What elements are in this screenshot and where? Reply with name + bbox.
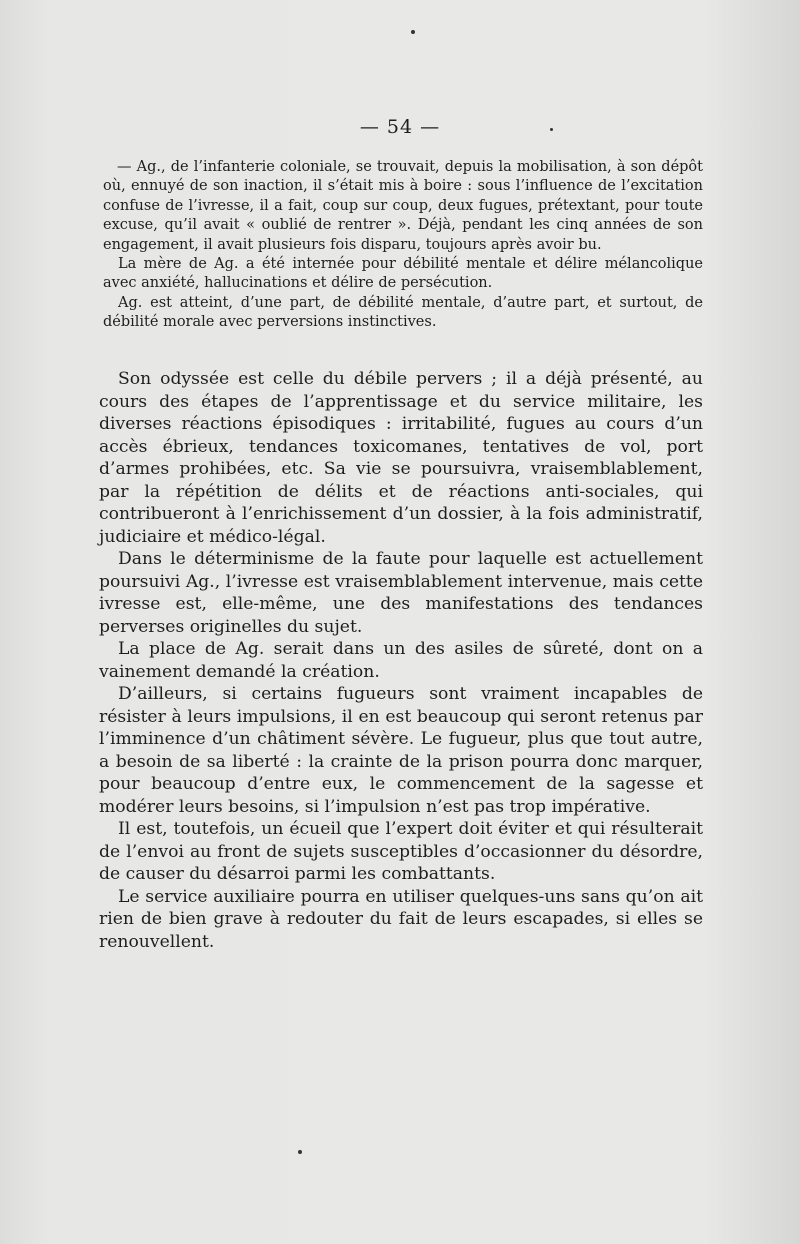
main-text	[99, 368, 703, 953]
body-paragraph: Son odyssée est celle du débile pervers ; il a déjà présenté, au cours des étapes de l’apprentissage et du service militaire, les diverses réactions épisodiques : irritabilité, fugues au cours d’un accès ébrieux, tendances toxicomanes, tentatives de vol, port d’armes prohibées, etc. Sa vie se poursuivra, vraisemblablement, par la répétition de délits et de réactions anti-sociales, qui contribueront à l’enrichissement d’un dossier, à la fois administratif, judiciaire et médico-légal.	[99, 369, 703, 547]
case-note-paragraph: La mère de Ag. a été internée pour débilité mentale et délire mélancolique avec anxiété, hallucinations et délire de persécution.	[103, 256, 703, 292]
case-note-paragraph: Ag. est atteint, d’une part, de débilité mentale, d’autre part, et surtout, de débilité morale avec perversions instinctives.	[103, 294, 703, 331]
ink-speck	[411, 30, 415, 34]
body-paragraph: Il est, toutefois, un écueil que l’expert doit éviter et qui résulterait de l’envoi au front de sujets susceptibles d’occasionner du désordre, de causer du désarroi parmi les combattants.	[99, 819, 703, 884]
ink-speck	[550, 128, 553, 131]
ink-speck	[298, 1150, 302, 1154]
body-paragraph: La place de Ag. serait dans un des asiles de sûreté, dont on a vainement demandé la création.	[99, 639, 703, 682]
body-paragraph: Le service auxiliaire pourra en utiliser quelques-uns sans qu’on ait rien de bien grave à redouter du fait de leurs escapades, si elles se renouvellent.	[99, 886, 703, 952]
body-paragraph: D’ailleurs, si certains fugueurs sont vraiment incapables de résister à leurs impulsions, il en est beaucoup qui seront retenus par l’imminence d’un châtiment sévère. Le fugueur, plus que tout autre, a besoin de sa liberté : la crainte de la prison pourra donc marquer, pour beaucoup d’entre eux, le commencement de la sagesse et modérer leurs besoins, si l’impulsion n’est pas trop impérative.	[99, 684, 703, 817]
body-paragraph: Dans le déterminisme de la faute pour laquelle est actuellement poursuivi Ag., l’ivresse est vraisemblablement intervenue, mais cette ivresse est, elle-même, une des manifestations des tendances perverses originelles du sujet.	[99, 549, 703, 637]
page-number: — 54 —	[359, 116, 441, 138]
case-notes	[103, 158, 703, 333]
case-note-paragraph: — Ag., de l’infanterie coloniale, se trouvait, depuis la mobilisation, à son dépôt où, ennuyé de son inaction, il s’était mis à boire : sous l’influence de l’excitation confuse de l’ivresse, il a fait, coup sur coup, deux fugues, prétextant, pour toute excuse, qu’il avait « oublié de rentrer ». Déjà, pendant les cinq années de son engagement, il avait plusieurs fois disparu, toujours après avoir bu.	[103, 159, 703, 253]
